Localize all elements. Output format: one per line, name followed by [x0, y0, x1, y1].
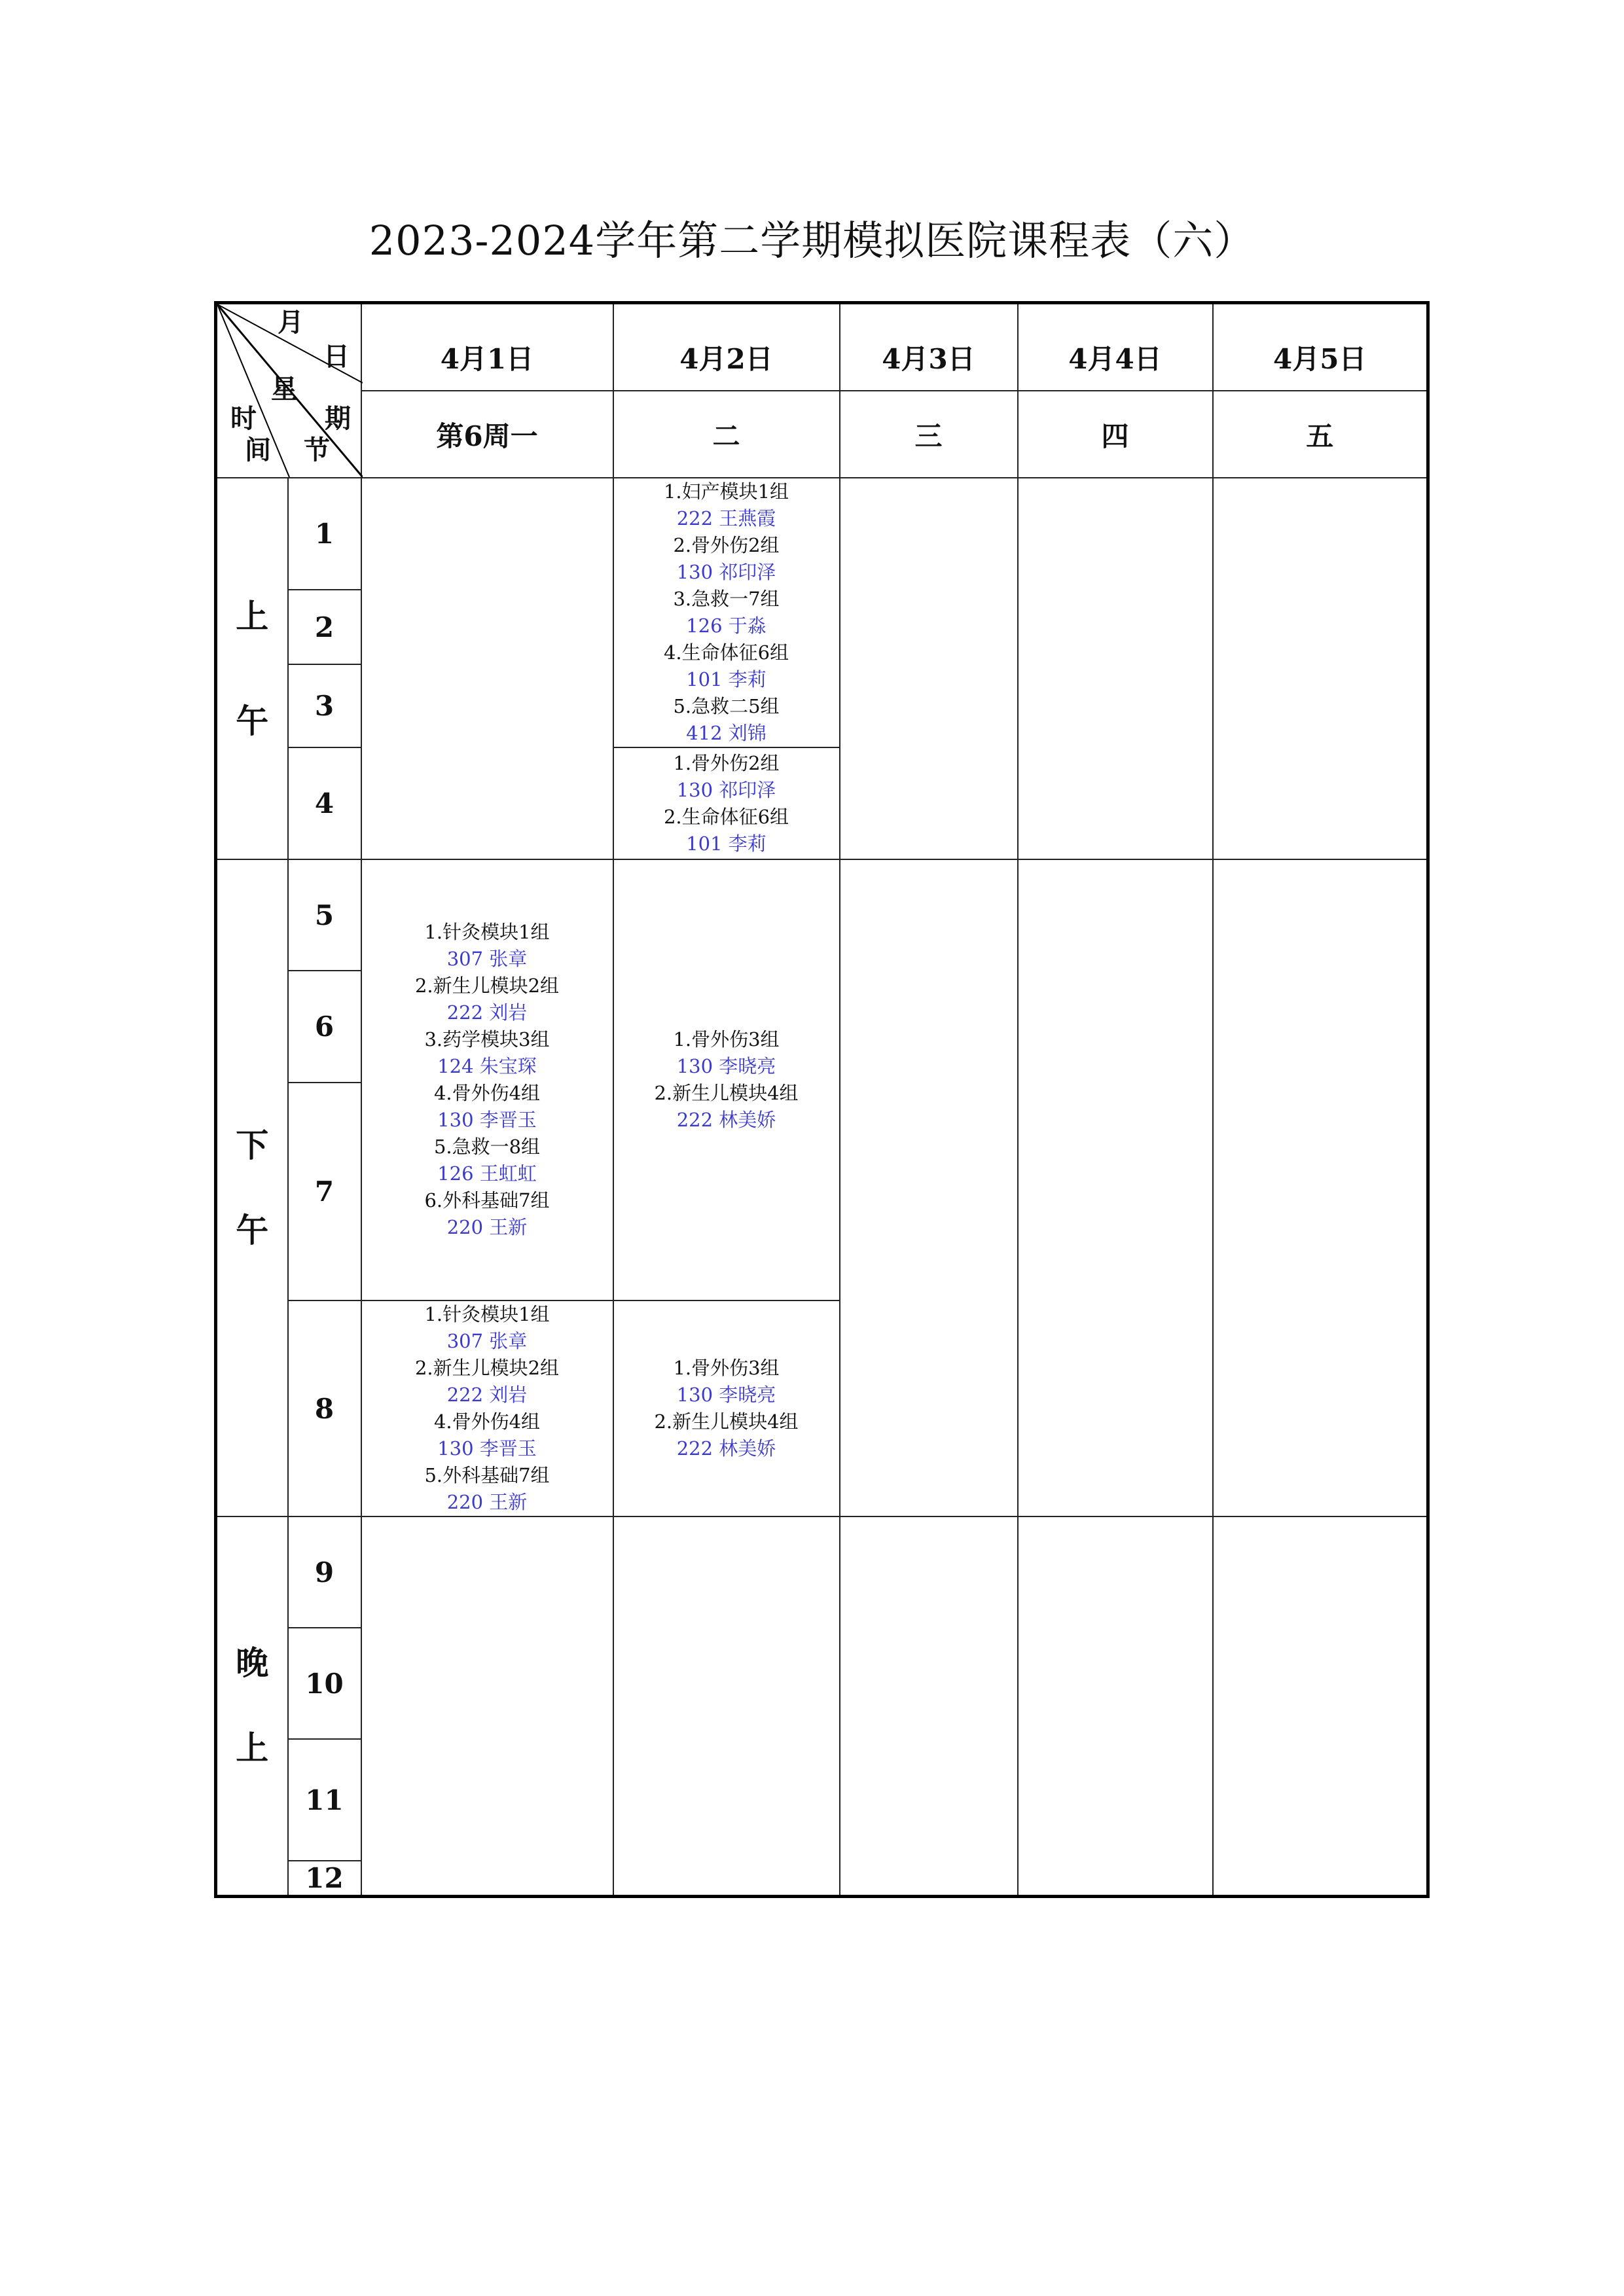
session-evening-char-1: 晚	[236, 1643, 269, 1683]
date-header-4: 4月4日	[1018, 303, 1213, 391]
session-spacer	[217, 1168, 287, 1208]
course-entry: 4.骨外伤4组	[433, 1082, 541, 1104]
corner-header-cell	[216, 303, 361, 478]
cell-tue-am-4	[613, 747, 840, 859]
room-teacher: 101 李莉	[686, 668, 767, 691]
course-entry: 4.生命体征6组	[663, 641, 789, 664]
cell-thu-eve	[1018, 1516, 1213, 1896]
cell-fri-eve	[1213, 1516, 1428, 1896]
period-3: 3	[288, 664, 361, 747]
page-title: 2023-2024学年第二学期模拟医院课程表（六）	[369, 217, 1255, 264]
cell-tue-pm-8	[613, 1300, 840, 1516]
corner-label-day: 日	[323, 341, 350, 372]
course-entry: 2.新生儿模块4组	[654, 1082, 799, 1104]
room-teacher: 222 刘岩	[446, 1001, 528, 1024]
cell-wed-pm	[840, 859, 1018, 1516]
room-teacher: 126 于淼	[686, 615, 767, 637]
room-teacher: 130 李晓亮	[676, 1384, 776, 1406]
corner-label-period: 节	[304, 435, 330, 465]
cell-tue-eve	[613, 1516, 840, 1896]
period-12: 12	[288, 1861, 361, 1896]
session-evening	[216, 1516, 288, 1896]
course-entry: 2.生命体征6组	[663, 805, 789, 828]
course-entry: 5.急救一8组	[433, 1136, 541, 1158]
corner-label-time-2: 间	[245, 435, 271, 465]
period-1: 1	[288, 478, 361, 590]
course-entry: 5.外科基础7组	[424, 1464, 550, 1486]
corner-label-week-1: 星	[271, 374, 297, 404]
room-teacher: 307 张章	[446, 948, 528, 970]
session-morning	[216, 478, 288, 859]
session-morning-char-1: 上	[236, 596, 269, 636]
room-teacher: 222 林美娇	[676, 1109, 776, 1131]
period-4: 4	[288, 747, 361, 859]
period-2: 2	[288, 590, 361, 665]
cell-mon-pm-5-7	[361, 859, 613, 1300]
date-header-3: 4月3日	[840, 303, 1018, 391]
session-afternoon-char-1: 下	[236, 1126, 269, 1164]
cell-fri-am	[1213, 478, 1428, 859]
room-teacher: 222 刘岩	[446, 1384, 528, 1406]
room-teacher: 130 祁印泽	[676, 778, 776, 801]
room-teacher: 124 朱宝琛	[437, 1055, 537, 1077]
course-entry: 1.骨外伤3组	[673, 1028, 780, 1050]
course-entry: 2.新生儿模块2组	[414, 975, 560, 997]
cell-tue-am-1-3	[613, 478, 840, 747]
session-afternoon-char-2: 午	[236, 1211, 269, 1249]
course-entry: 1.针灸模块1组	[424, 921, 550, 943]
cell-tue-pm-5-7	[613, 859, 840, 1300]
corner-label-time-1: 时	[230, 403, 257, 434]
room-teacher: 130 李晋玉	[437, 1109, 537, 1131]
room-teacher: 412 刘锦	[686, 722, 767, 744]
session-spacer	[217, 639, 287, 698]
course-entry: 6.外科基础7组	[424, 1189, 550, 1211]
cell-thu-pm	[1018, 859, 1213, 1516]
room-teacher: 307 张章	[446, 1330, 528, 1352]
cell-mon-pm-8	[361, 1300, 613, 1516]
room-teacher: 222 王燕霞	[676, 507, 776, 529]
room-teacher: 130 祁印泽	[676, 561, 776, 583]
period-6: 6	[288, 971, 361, 1083]
weekday-header-5: 五	[1213, 391, 1428, 478]
date-header-5: 4月5日	[1213, 303, 1428, 391]
room-teacher: 222 林美娇	[676, 1437, 776, 1460]
cell-wed-eve	[840, 1516, 1018, 1896]
period-7: 7	[288, 1083, 361, 1300]
course-entry: 5.急救二5组	[673, 695, 780, 717]
schedule-table	[214, 301, 1430, 1898]
course-entry: 1.骨外伤3组	[673, 1357, 780, 1379]
period-9: 9	[288, 1516, 361, 1628]
course-entry: 3.药学模块3组	[424, 1028, 550, 1050]
room-teacher: 220 王新	[446, 1491, 528, 1513]
course-entry: 1.妇产模块1组	[663, 480, 789, 503]
course-entry: 1.针灸模块1组	[424, 1303, 550, 1325]
course-entry: 1.骨外伤2组	[673, 751, 780, 774]
session-spacer	[217, 1686, 287, 1725]
cell-mon-eve	[361, 1516, 613, 1896]
session-afternoon	[216, 859, 288, 1516]
date-header-1: 4月1日	[361, 303, 613, 391]
weekday-header-1: 第6周一	[361, 391, 613, 478]
course-entry: 2.新生儿模块4组	[654, 1410, 799, 1433]
course-entry: 3.急救一7组	[673, 588, 780, 610]
cell-thu-am	[1018, 478, 1213, 859]
room-teacher: 126 王虹虹	[437, 1162, 537, 1185]
weekday-header-4: 四	[1018, 391, 1213, 478]
corner-label-week-2: 期	[325, 403, 351, 434]
session-morning-char-2: 午	[236, 701, 269, 740]
period-10: 10	[288, 1628, 361, 1739]
period-11: 11	[288, 1739, 361, 1861]
period-8: 8	[288, 1300, 361, 1516]
cell-fri-pm	[1213, 859, 1428, 1516]
weekday-header-2: 二	[613, 391, 840, 478]
room-teacher: 130 李晓亮	[676, 1055, 776, 1077]
date-header-2: 4月2日	[613, 303, 840, 391]
session-evening-char-2: 上	[236, 1729, 269, 1768]
cell-mon-am	[361, 478, 613, 859]
room-teacher: 101 李莉	[686, 832, 767, 855]
corner-label-month: 月	[278, 307, 304, 338]
period-5: 5	[288, 859, 361, 971]
course-entry: 2.骨外伤2组	[673, 534, 780, 556]
course-entry: 4.骨外伤4组	[433, 1410, 541, 1433]
course-entry: 2.新生儿模块2组	[414, 1357, 560, 1379]
cell-wed-am	[840, 478, 1018, 859]
weekday-header-3: 三	[840, 391, 1018, 478]
room-teacher: 220 王新	[446, 1216, 528, 1238]
room-teacher: 130 李晋玉	[437, 1437, 537, 1460]
